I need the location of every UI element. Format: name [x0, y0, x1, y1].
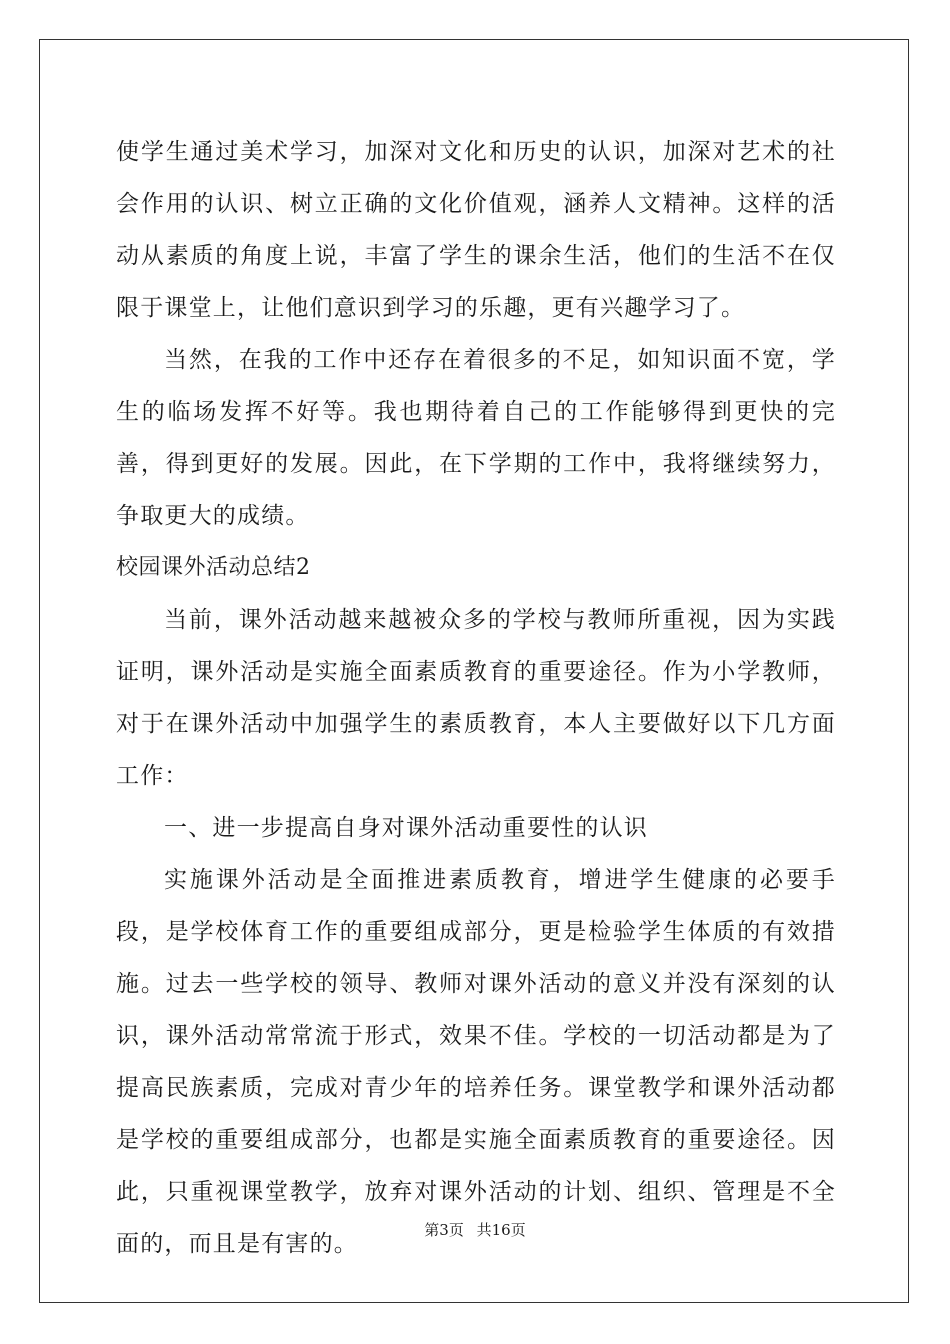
paragraph: 使学生通过美术学习，加深对文化和历史的认识，加深对艺术的社会作用的认识、树立正确的文化价值观，涵养人文精神。这样的活动从素质的角度上说，丰富了学生的课余生活，他们的生活不在仅限于课堂上，让他们意识到学习的乐趣，更有兴趣学习了。: [116, 139, 836, 321]
paragraph: 实施课外活动是全面推进素质教育，增进学生健康的必要手段，是学校体育工作的重要组成部分，更是检验学生体质的有效措施。过去一些学校的领导、教师对课外活动的意义并没有深刻的认识，课外活动常常流于形式，效果不佳。学校的一切活动都是为了提高民族素质，完成对青少年的培养任务。课堂教学和课外活动都是学校的重要组成部分，也都是实施全面素质教育的重要途径。因此，只重视课堂教学，放弃对课外活动的计划、组织、管理是不全面的，而且是有害的。: [116, 867, 836, 1257]
page-total: 共16页: [476, 1221, 526, 1239]
paragraph: 当然，在我的工作中还存在着很多的不足，如知识面不宽，学生的临场发挥不好等。我也期待着自己的工作能够得到更快的完善，得到更好的发展。因此，在下学期的工作中，我将继续努力，争取更大的成绩。: [116, 347, 836, 529]
paragraph: 当前，课外活动越来越被众多的学校与教师所重视，因为实践证明，课外活动是实施全面素质教育的重要途径。作为小学教师，对于在课外活动中加强学生的素质教育，本人主要做好以下几方面工作：: [116, 607, 836, 789]
section-heading: 校园课外活动总结2: [116, 555, 311, 580]
subheading: 一、进一步提高自身对课外活动重要性的认识: [164, 815, 648, 841]
document-body: [116, 126, 836, 1270]
page-number: 第3页: [424, 1221, 464, 1239]
page-footer: [0, 1220, 950, 1240]
